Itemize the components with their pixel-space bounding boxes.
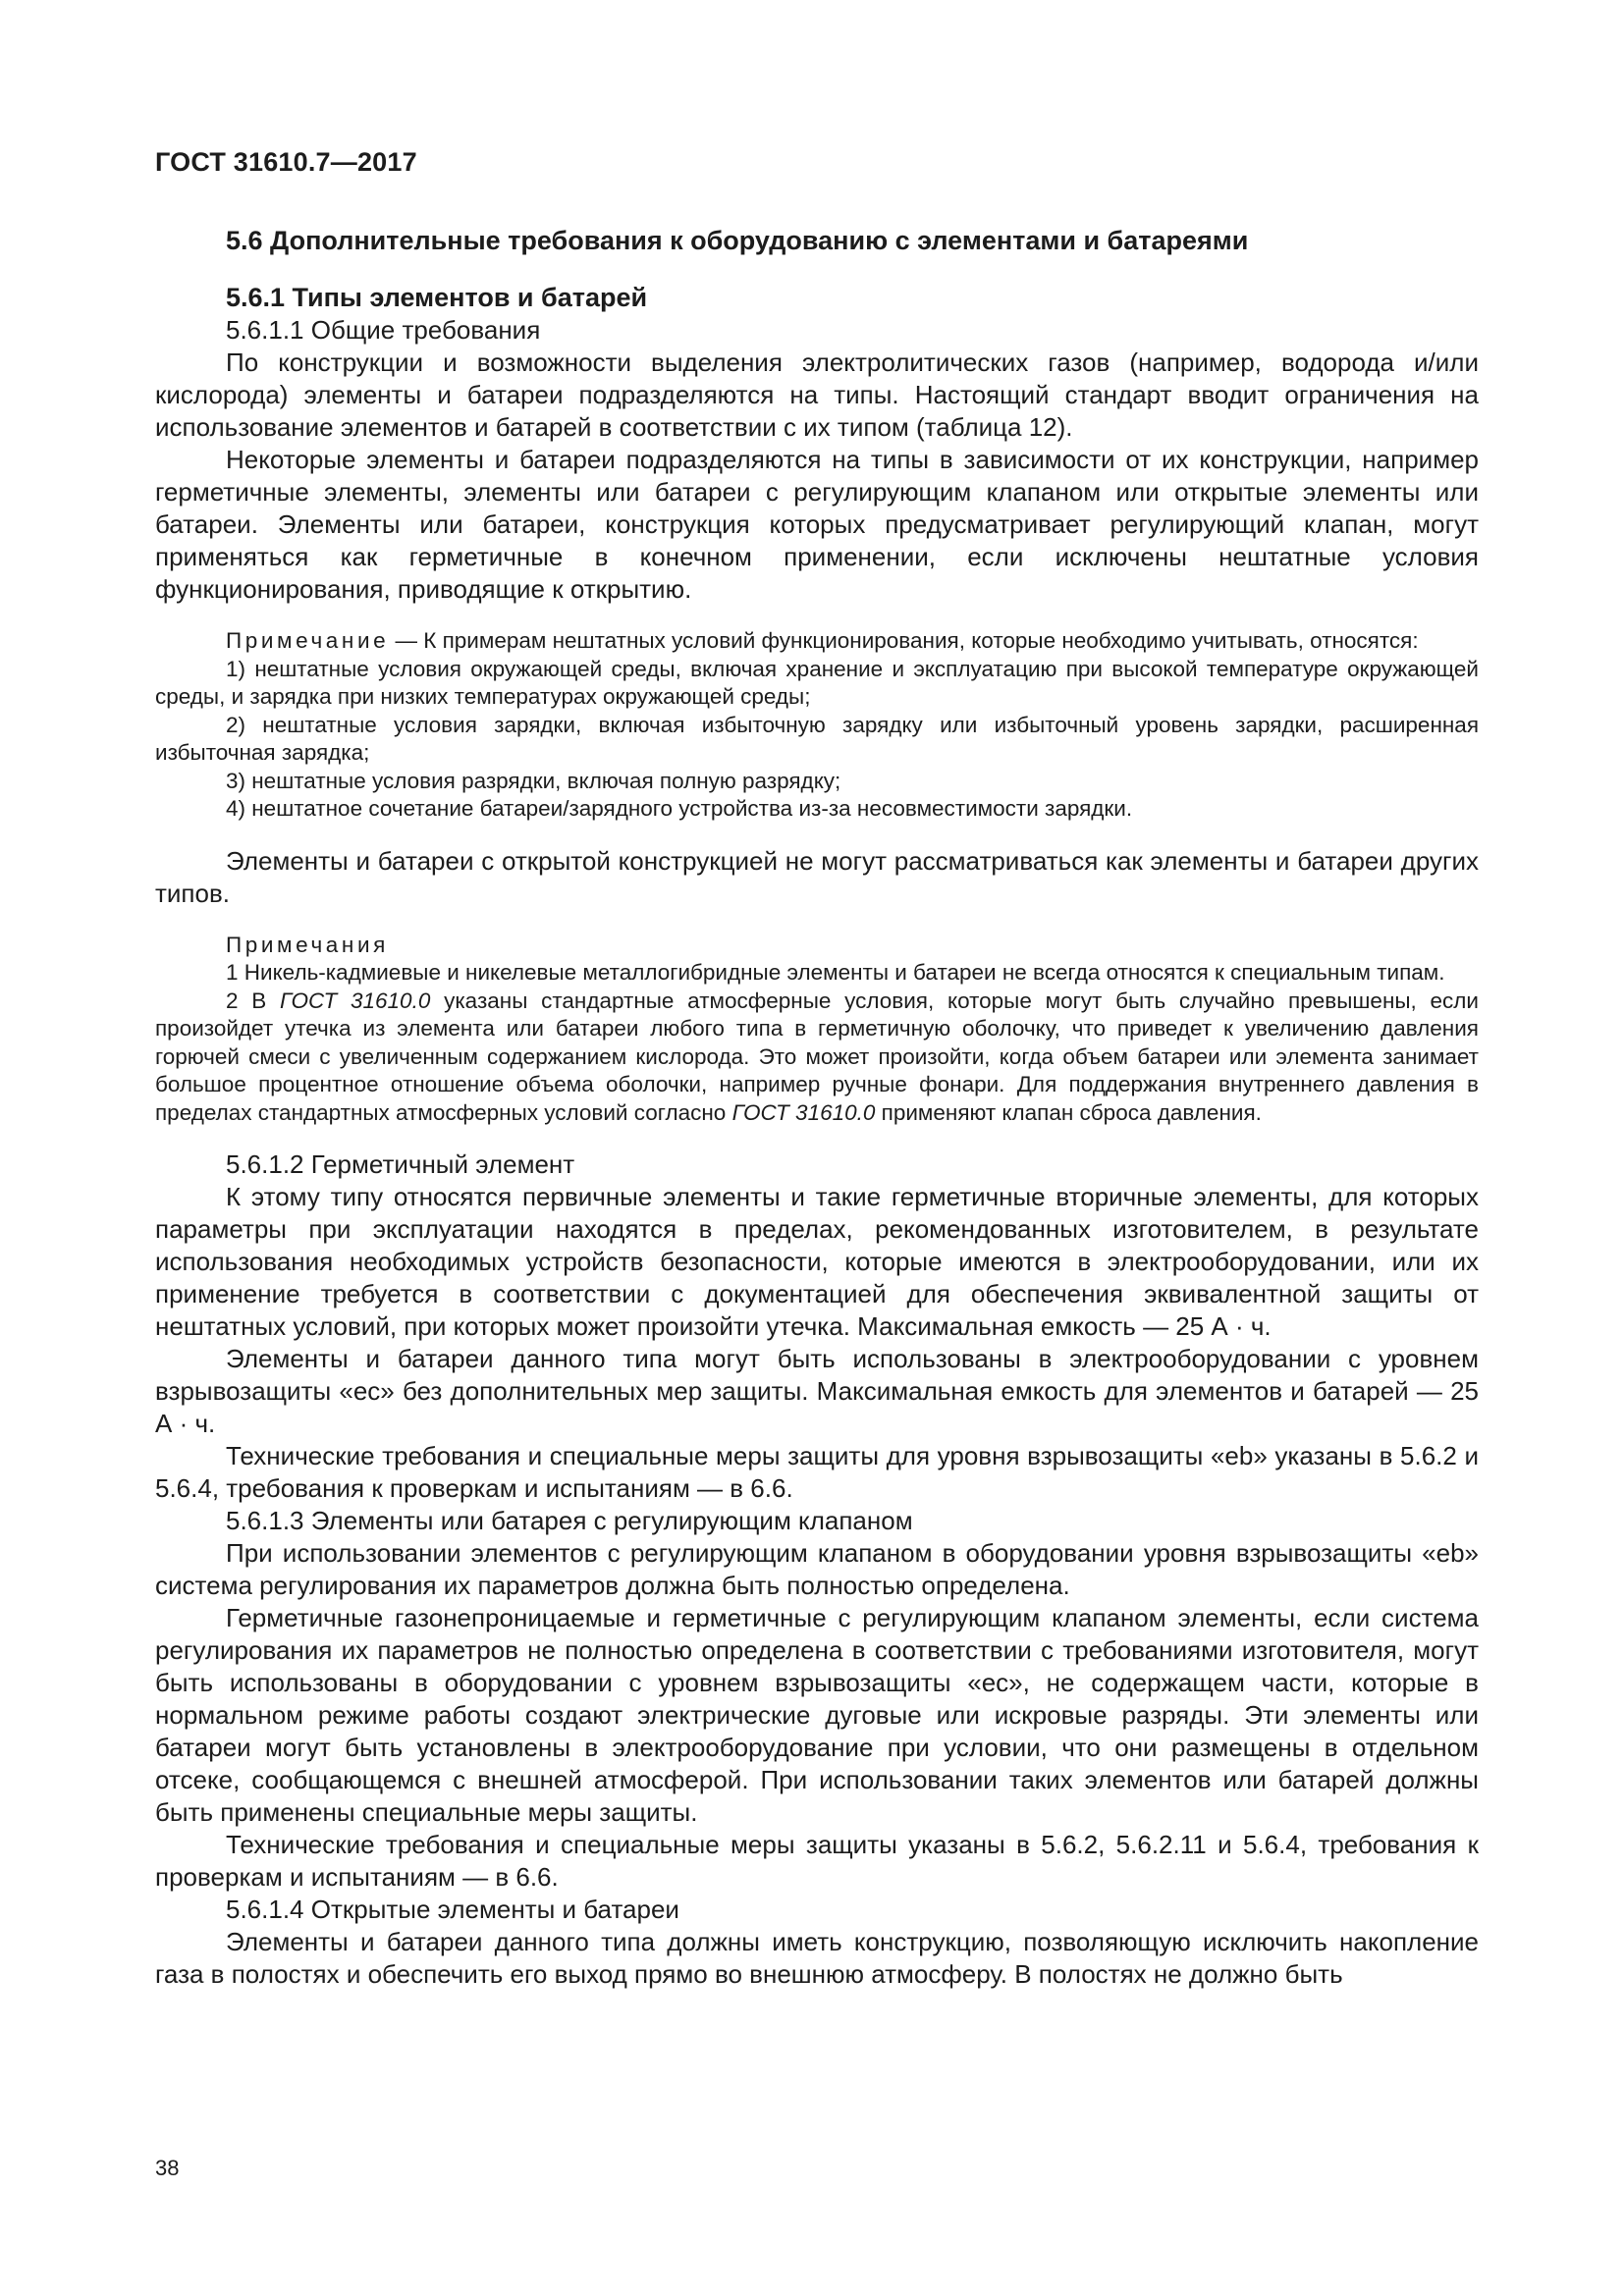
paragraph: Элементы и батареи данного типа могут быть использованы в электрооборудовании с уровнем взрывозащиты «ec» без дополнительных мер защиты. Максимальная емкость для элементов и батарей — 25 А · ч. bbox=[155, 1344, 1479, 1438]
paragraph: Технические требования и специальные меры защиты указаны в 5.6.2, 5.6.2.11 и 5.6.4, требования к проверкам и испытаниям — в 6.6. bbox=[155, 1830, 1479, 1892]
page-header: ГОСТ 31610.7—2017 bbox=[155, 147, 417, 177]
paragraph: Некоторые элементы и батареи подразделяются на типы в зависимости от их конструкции, например герметичные элементы, элементы или батареи с регулирующим клапаном или открытые элементы или батареи. Элементы или батареи, конструкция которых предусматривает регулирующий клапан, могут применяться как герметичные в конечном применении, если исключены нештатные условия функционирования, приводящие к открытию. bbox=[155, 445, 1479, 604]
paragraph: Герметичные газонепроницаемые и герметичные с регулирующим клапаном элементы, если система регулирования их параметров не полностью определена в соответствии с требованиями изготовителя, могут быть использованы в оборудовании с уровнем взрывозащиты «ec», не содержащем части, которые в нормальном режиме работы создают электрические дуговые или искровые разряды. Эти элементы или батареи могут быть установлены в электрооборудование при условии, что они размещены в отдельном отсеке, сообщающемся с внешней атмосферой. При использовании таких элементов или батарей должны быть применены специальные меры защиты. bbox=[155, 1603, 1479, 1827]
section-title: 5.6 Дополнительные требования к оборудованию с элементами и батареями bbox=[226, 226, 1249, 255]
standard-reference: ГОСТ 31610.0 bbox=[731, 1099, 876, 1125]
clause-title-open: 5.6.1.4 Открытые элементы и батареи bbox=[226, 1895, 679, 1924]
note-item: 3) нештатные условия разрядки, включая полную разрядку; bbox=[226, 768, 841, 793]
paragraph: Технические требования и специальные меры защиты для уровня взрывозащиты «eb» указаны в 5.6.2 и 5.6.4, требования к проверкам и испытаниям — в 6.6. bbox=[155, 1441, 1479, 1503]
note-text: применяют клапан сброса давления. bbox=[875, 1099, 1262, 1125]
note-text: — К примерам нештатных условий функционирования, которые необходимо учитывать, относятся: bbox=[389, 628, 1419, 653]
clause-title-valve: 5.6.1.3 Элементы или батарея с регулирующим клапаном bbox=[226, 1506, 913, 1535]
paragraph: Элементы и батареи с открытой конструкцией не могут рассматриваться как элементы и батареи других типов. bbox=[155, 845, 1479, 908]
paragraph: По конструкции и возможности выделения электролитических газов (например, водорода и/или кислорода) элементы и батареи подразделяются на типы. Настоящий стандарт вводит ограничения на использование элементов и батарей в соответствии с их типом (таблица 12). bbox=[155, 347, 1479, 442]
note-text: указаны стандартные атмосферные условия, которые могут быть случайно превышены, если произойдет утечка из элемента или батареи любого типа в герметичную оболочку, что приведет к увеличению давления горючей смеси с увеличенным содержанием кислорода. Это может произойти, когда объем батареи или элемента занимает большое процентное отношение объема оболочки, например ручные фонари. Для поддержания внутреннего давления в пределах стандартных атмосферных условий согласно bbox=[155, 988, 1479, 1125]
note-item: 1) нештатные условия окружающей среды, включая хранение и эксплуатацию при высокой температуре окружающей среды, и зарядка при низких температурах окружающей среды; bbox=[155, 656, 1479, 709]
clause-title-general: 5.6.1.1 Общие требования bbox=[226, 315, 541, 345]
clause-title-sealed: 5.6.1.2 Герметичный элемент bbox=[226, 1149, 575, 1179]
note-item: 2) нештатные условия зарядки, включая избыточную зарядку или избыточный уровень зарядки, расширенная избыточная зарядка; bbox=[155, 712, 1479, 765]
note-block bbox=[155, 627, 1479, 656]
page-number: 38 bbox=[155, 2156, 180, 2180]
note-text: 2 В bbox=[226, 988, 281, 1013]
subsection-title: 5.6.1 Типы элементов и батарей bbox=[226, 283, 648, 312]
note-item bbox=[155, 988, 1479, 1128]
paragraph: Элементы и батареи данного типа должны иметь конструкцию, позволяющую исключить накопление газа в полостях и обеспечить его выход прямо во внешнюю атмосферу. В полостях не должно быть bbox=[155, 1927, 1479, 1989]
note-item: 1 Никель-кадмиевые и никелевые металлогибридные элементы и батареи не всегда относятся к специальным типам. bbox=[226, 960, 1445, 985]
notes-label: Примечания bbox=[226, 932, 389, 957]
note-label: Примечание bbox=[226, 628, 390, 653]
standard-reference: ГОСТ 31610.0 bbox=[280, 988, 431, 1013]
note-item: 4) нештатное сочетание батареи/зарядного устройства из-за несовместимости зарядки. bbox=[226, 796, 1133, 821]
document-body bbox=[155, 224, 1479, 1991]
paragraph: К этому типу относятся первичные элементы и такие герметичные вторичные элементы, для которых параметры при эксплуатации находятся в пределах, рекомендованных изготовителем, в результате использования необходимых устройств безопасности, которые имеются в электрооборудовании, или их применение требуется в соответствии с документацией для обеспечения эквивалентной защиты от нештатных условий, при которых может произойти утечка. Максимальная емкость — 25 А · ч. bbox=[155, 1182, 1479, 1341]
paragraph: При использовании элементов с регулирующим клапаном в оборудовании уровня взрывозащиты «eb» система регулирования их параметров должна быть полностью определена. bbox=[155, 1538, 1479, 1600]
